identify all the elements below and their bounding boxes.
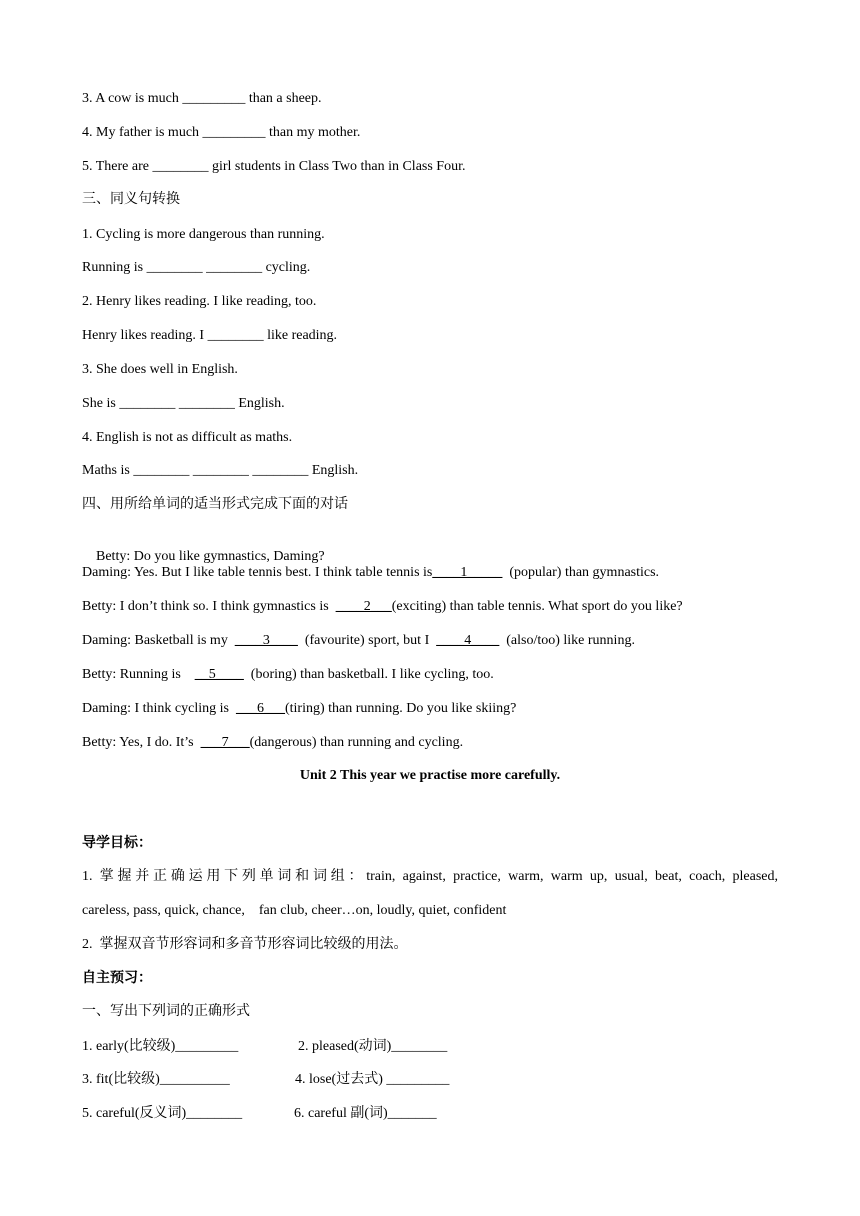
dialogue-text: (favourite) sport, but I bbox=[297, 633, 437, 648]
preview-item: 3. fit(比较级)__________ bbox=[82, 1072, 230, 1087]
section-title: 一、写出下列词的正确形式 bbox=[82, 1004, 250, 1019]
exercise-line: 2. Henry likes reading. I like reading, too. bbox=[82, 294, 317, 309]
unit-title: Unit 2 This year we practise more carefully. bbox=[299, 768, 561, 783]
exercise-line: Running is ________ ________ cycling. bbox=[82, 260, 311, 275]
dialogue-text: (tiring) than running. Do you like skiing? bbox=[284, 701, 517, 716]
preview-item: 6. careful 副(词)_______ bbox=[294, 1106, 437, 1121]
preview-title: 自主预习： bbox=[82, 971, 152, 986]
dialogue-text: Daming: Basketball is my bbox=[82, 633, 235, 648]
preview-item: 2. pleased(动词)________ bbox=[298, 1039, 448, 1054]
exercise-line: Henry likes reading. I ________ like reading. bbox=[82, 328, 338, 343]
goals-title: 导学目标： bbox=[82, 836, 152, 851]
section-title: 四、用所给单词的适当形式完成下面的对话 bbox=[82, 497, 348, 512]
dialogue-line bbox=[82, 700, 516, 718]
goals-item: 1. 掌握并正确运用下列单词和词组：train, against, practice, warm, warm up, usual, beat, coach, pleased, bbox=[82, 869, 778, 884]
section-title: 三、同义句转换 bbox=[82, 192, 180, 207]
dialogue-text: (exciting) than table tennis. What sport do you like? bbox=[391, 599, 683, 614]
dialogue-text: Daming: I think cycling is bbox=[82, 701, 236, 716]
dialogue-line bbox=[82, 598, 683, 616]
dialogue-text: (dangerous) than running and cycling. bbox=[249, 735, 464, 750]
exercise-line: 4. My father is much _________ than my mother. bbox=[82, 125, 361, 140]
exercise-line: She is ________ ________ English. bbox=[82, 396, 285, 411]
goals-item: 2. 掌握双音节形容词和多音节形容词比较级的用法。 bbox=[82, 937, 408, 952]
answer-blank: ___7___ bbox=[200, 735, 250, 750]
dialogue-line bbox=[82, 564, 659, 582]
dialogue-text: (boring) than basketball. I like cycling, too. bbox=[243, 667, 494, 682]
dialogue-text: Betty: Yes, I do. It’s bbox=[82, 735, 201, 750]
exercise-line: 1. Cycling is more dangerous than running. bbox=[82, 227, 325, 242]
answer-blank: __5____ bbox=[194, 667, 244, 682]
preview-item: 4. lose(过去式) _________ bbox=[295, 1072, 450, 1087]
preview-item: 1. early(比较级)_________ bbox=[82, 1039, 239, 1054]
exercise-line: 3. She does well in English. bbox=[82, 362, 238, 377]
dialogue-line bbox=[82, 734, 463, 752]
preview-item: 5. careful(反义词)________ bbox=[82, 1106, 243, 1121]
answer-blank: ___6___ bbox=[235, 701, 285, 716]
answer-blank: ____2___ bbox=[335, 599, 392, 614]
dialogue-text: Betty: Running is bbox=[82, 667, 195, 682]
goals-item: careless, pass, quick, chance, fan club, cheer…on, loudly, quiet, confident bbox=[82, 903, 507, 918]
dialogue-text: (also/too) like running. bbox=[499, 633, 635, 648]
dialogue-line bbox=[82, 666, 494, 684]
dialogue-text: Betty: I don’t think so. I think gymnastics is bbox=[82, 599, 336, 614]
exercise-line: 5. There are ________ girl students in Class Two than in Class Four. bbox=[82, 159, 466, 174]
exercise-line: 3. A cow is much _________ than a sheep. bbox=[82, 91, 322, 106]
answer-blank: ____3____ bbox=[234, 633, 298, 648]
answer-blank: ____4____ bbox=[436, 633, 500, 648]
dialogue-text: Daming: Yes. But I like table tennis best. I think table tennis is bbox=[82, 565, 433, 580]
dialogue-text: (popular) than gymnastics. bbox=[502, 565, 660, 580]
exercise-line: Maths is ________ ________ ________ English. bbox=[82, 463, 359, 478]
exercise-line: 4. English is not as difficult as maths. bbox=[82, 430, 293, 445]
dialogue-line bbox=[82, 632, 635, 650]
answer-blank: ____1_____ bbox=[432, 565, 503, 580]
dialogue-text: Betty: Do you like gymnastics, Daming? bbox=[96, 549, 325, 564]
